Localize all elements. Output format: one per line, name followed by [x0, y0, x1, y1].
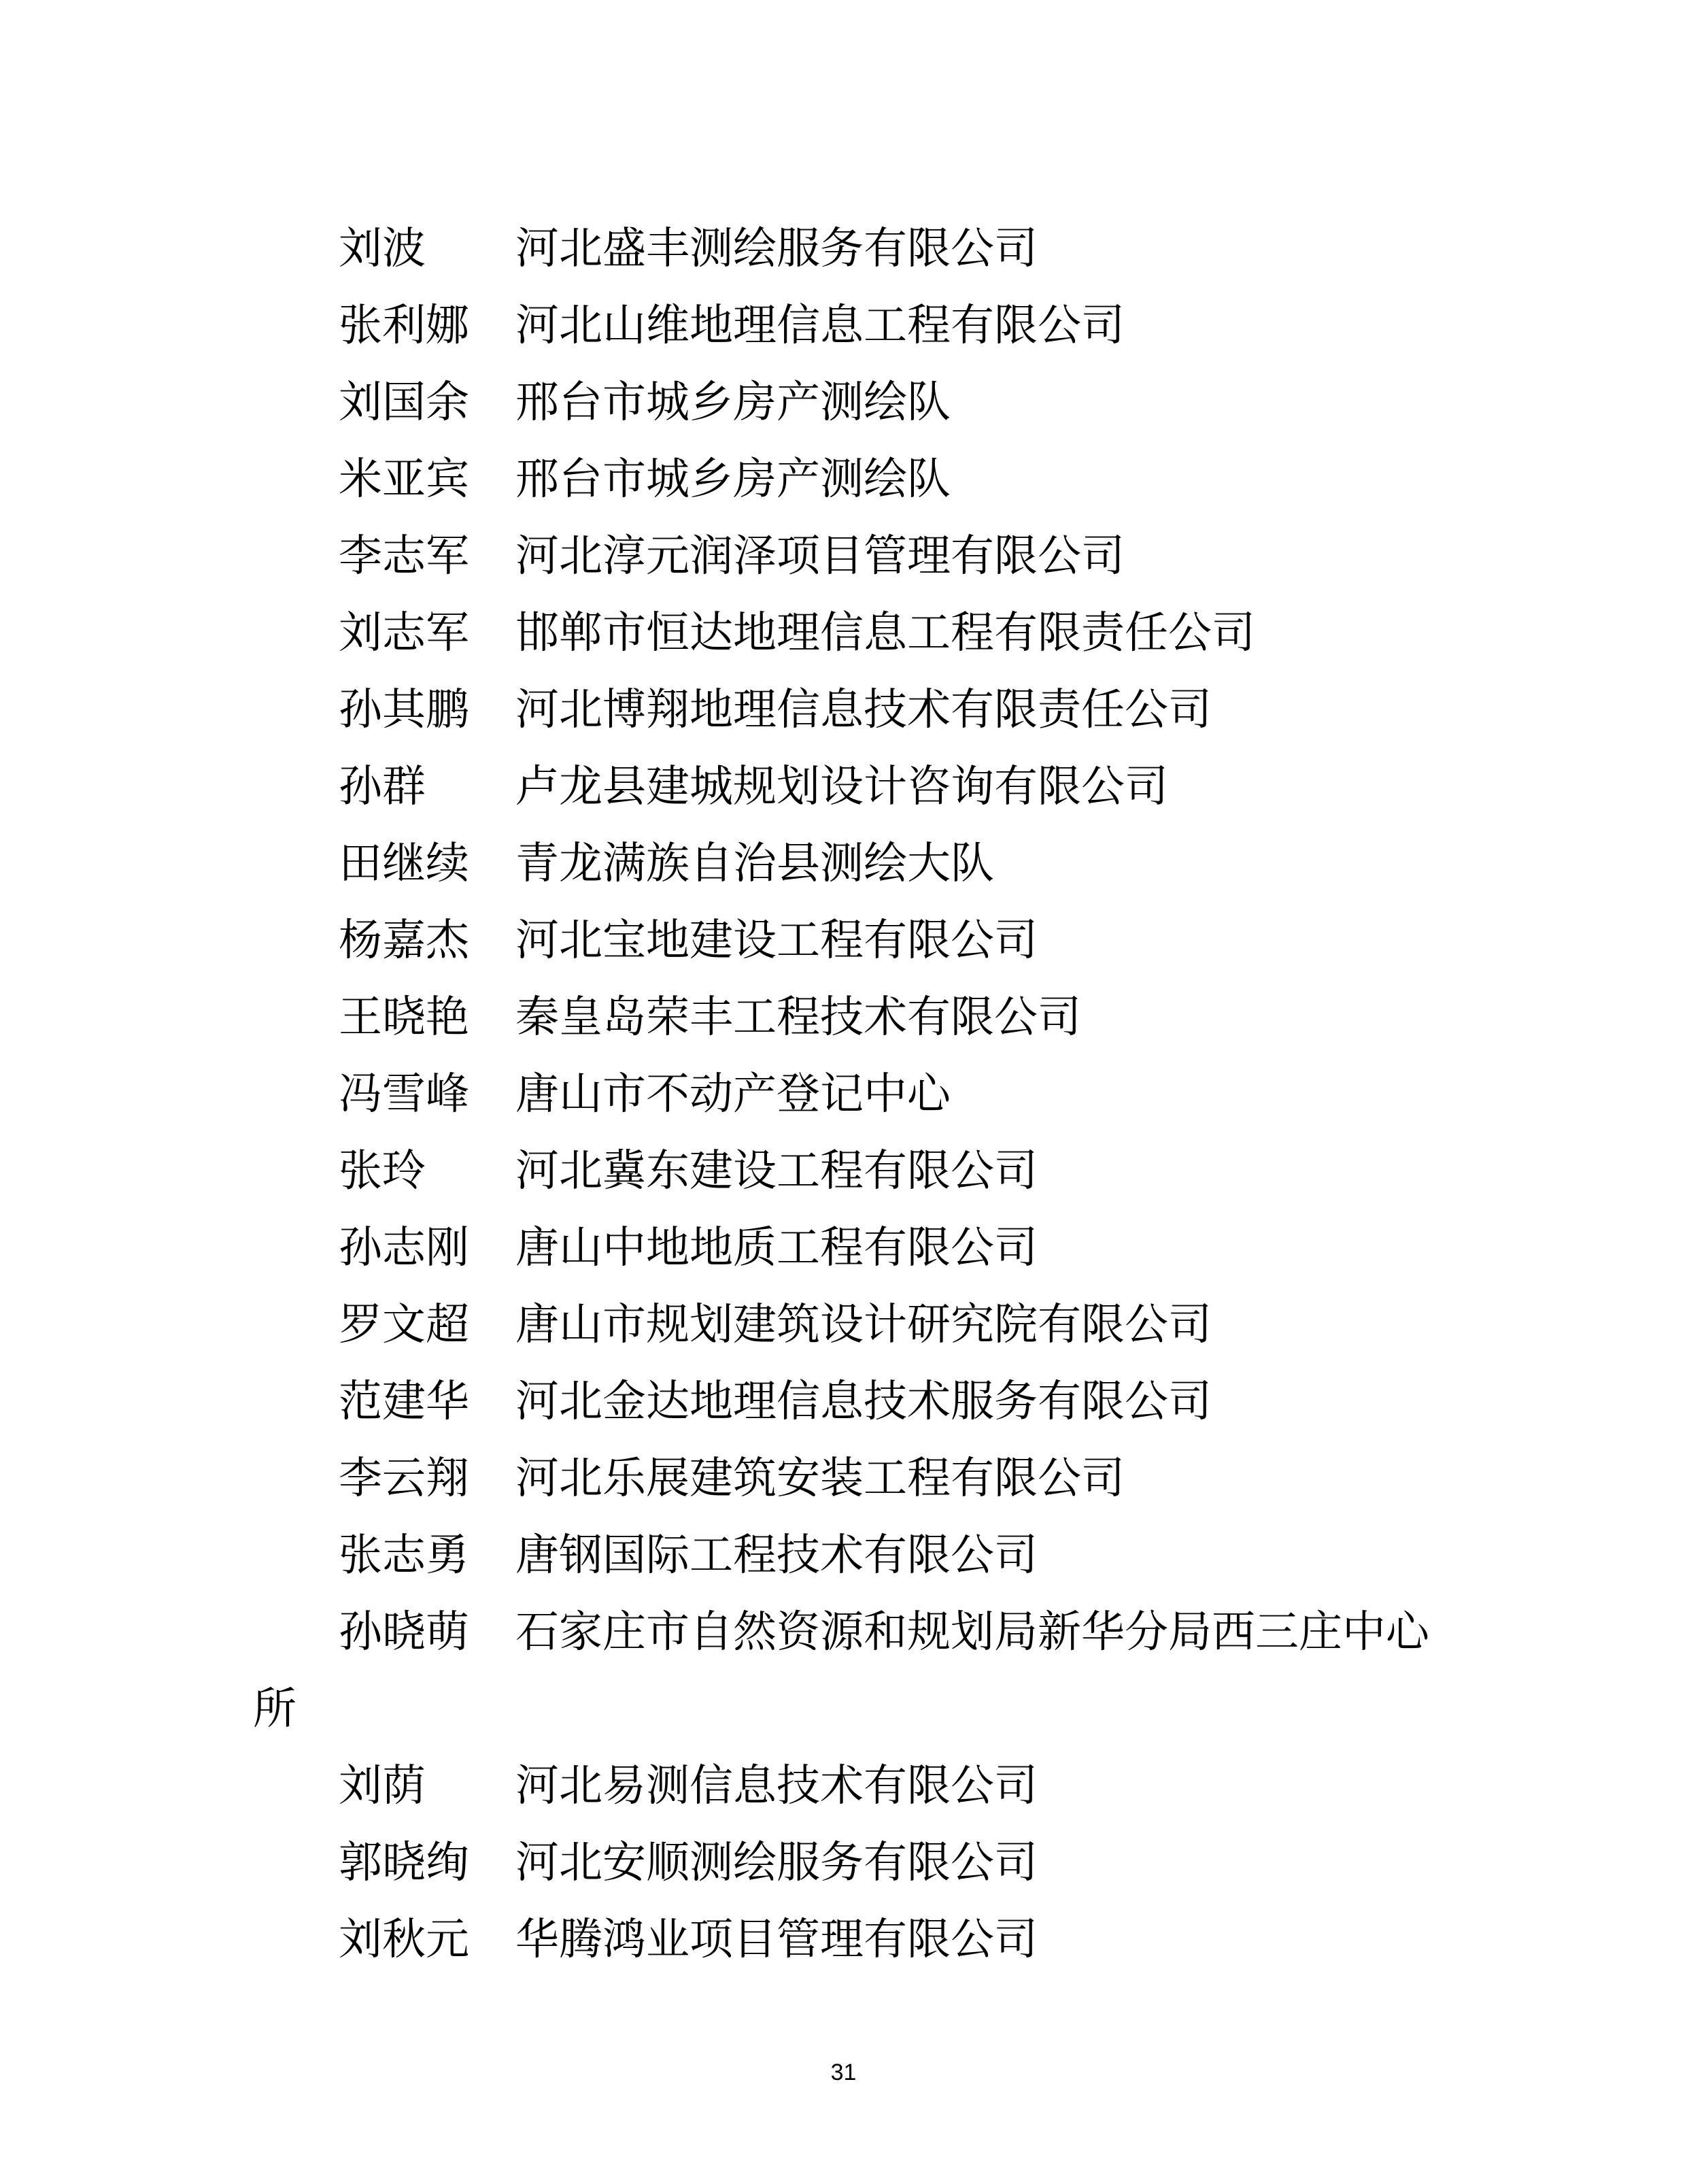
list-row — [253, 441, 1510, 518]
person-name: 冯雪峰 — [339, 1070, 469, 1118]
company-name: 石家庄市自然资源和规划局新华分局西三庄中心 — [515, 1608, 1429, 1656]
list-row — [253, 1747, 1510, 1824]
company-name: 华腾鸿业项目管理有限公司 — [515, 1915, 1038, 1964]
company-name: 唐山中地地质工程有限公司 — [515, 1224, 1038, 1272]
person-name: 张玲 — [339, 1147, 426, 1195]
person-name: 刘波 — [339, 224, 426, 273]
person-name: 罗文超 — [339, 1300, 469, 1349]
name-company-list — [253, 210, 1510, 1978]
list-row — [253, 825, 1510, 902]
company-name: 河北金达地理信息技术服务有限公司 — [515, 1377, 1212, 1426]
list-row — [253, 1440, 1510, 1517]
company-name: 邢台市城乡房产测绘队 — [515, 378, 951, 426]
list-row — [253, 1132, 1510, 1209]
list-row — [253, 1209, 1510, 1286]
person-name: 孙群 — [339, 762, 426, 811]
list-row — [253, 979, 1510, 1056]
person-name: 米亚宾 — [339, 455, 469, 503]
person-name: 李志军 — [339, 532, 469, 580]
company-name: 唐钢国际工程技术有限公司 — [515, 1531, 1038, 1579]
company-name: 河北淳元润泽项目管理有限公司 — [515, 532, 1125, 580]
company-name: 河北易测信息技术有限公司 — [515, 1762, 1038, 1810]
list-row — [253, 287, 1510, 364]
person-name: 孙志刚 — [339, 1224, 469, 1272]
person-name: 王晓艳 — [339, 993, 469, 1041]
list-row — [253, 1901, 1510, 1978]
list-row — [253, 518, 1510, 594]
person-name: 范建华 — [339, 1377, 469, 1426]
person-name: 张志勇 — [339, 1531, 469, 1579]
list-row — [253, 210, 1510, 287]
list-row — [253, 902, 1510, 979]
person-name: 刘国余 — [339, 378, 469, 426]
company-name: 河北宝地建设工程有限公司 — [515, 916, 1038, 964]
company-name: 邢台市城乡房产测绘队 — [515, 455, 951, 503]
person-name: 刘志军 — [339, 609, 469, 657]
company-name: 青龙满族自治县测绘大队 — [515, 839, 994, 888]
list-row — [253, 671, 1510, 748]
person-name: 田继续 — [339, 839, 469, 888]
person-name: 李云翔 — [339, 1454, 469, 1502]
list-row-continuation — [253, 1670, 1510, 1747]
list-row — [253, 594, 1510, 671]
company-name: 河北盛丰测绘服务有限公司 — [515, 224, 1038, 273]
company-name: 河北山维地理信息工程有限公司 — [515, 301, 1125, 350]
list-row — [253, 748, 1510, 825]
company-name: 河北安顺测绘服务有限公司 — [515, 1838, 1038, 1887]
company-name: 河北冀东建设工程有限公司 — [515, 1147, 1038, 1195]
company-name: 邯郸市恒达地理信息工程有限责任公司 — [515, 609, 1255, 657]
company-name: 卢龙县建城规划设计咨询有限公司 — [515, 762, 1168, 811]
list-row — [253, 1286, 1510, 1363]
company-name: 唐山市不动产登记中心 — [515, 1070, 951, 1118]
list-row — [253, 1363, 1510, 1440]
list-row — [253, 364, 1510, 441]
list-row — [253, 1824, 1510, 1901]
person-name: 郭晓绚 — [339, 1838, 469, 1887]
company-name-continuation: 所 — [253, 1685, 296, 1733]
person-name: 孙晓萌 — [339, 1608, 469, 1656]
person-name: 刘荫 — [339, 1762, 426, 1810]
company-name: 河北博翔地理信息技术有限责任公司 — [515, 686, 1212, 734]
page-number: 31 — [830, 2060, 857, 2085]
list-row — [253, 1517, 1510, 1594]
list-row — [253, 1594, 1510, 1670]
company-name: 河北乐展建筑安装工程有限公司 — [515, 1454, 1125, 1502]
person-name: 刘秋元 — [339, 1915, 469, 1964]
company-name: 唐山市规划建筑设计研究院有限公司 — [515, 1300, 1212, 1349]
company-name: 秦皇岛荣丰工程技术有限公司 — [515, 993, 1081, 1041]
person-name: 张利娜 — [339, 301, 469, 350]
person-name: 孙其鹏 — [339, 686, 469, 734]
list-row — [253, 1056, 1510, 1132]
person-name: 杨嘉杰 — [339, 916, 469, 964]
